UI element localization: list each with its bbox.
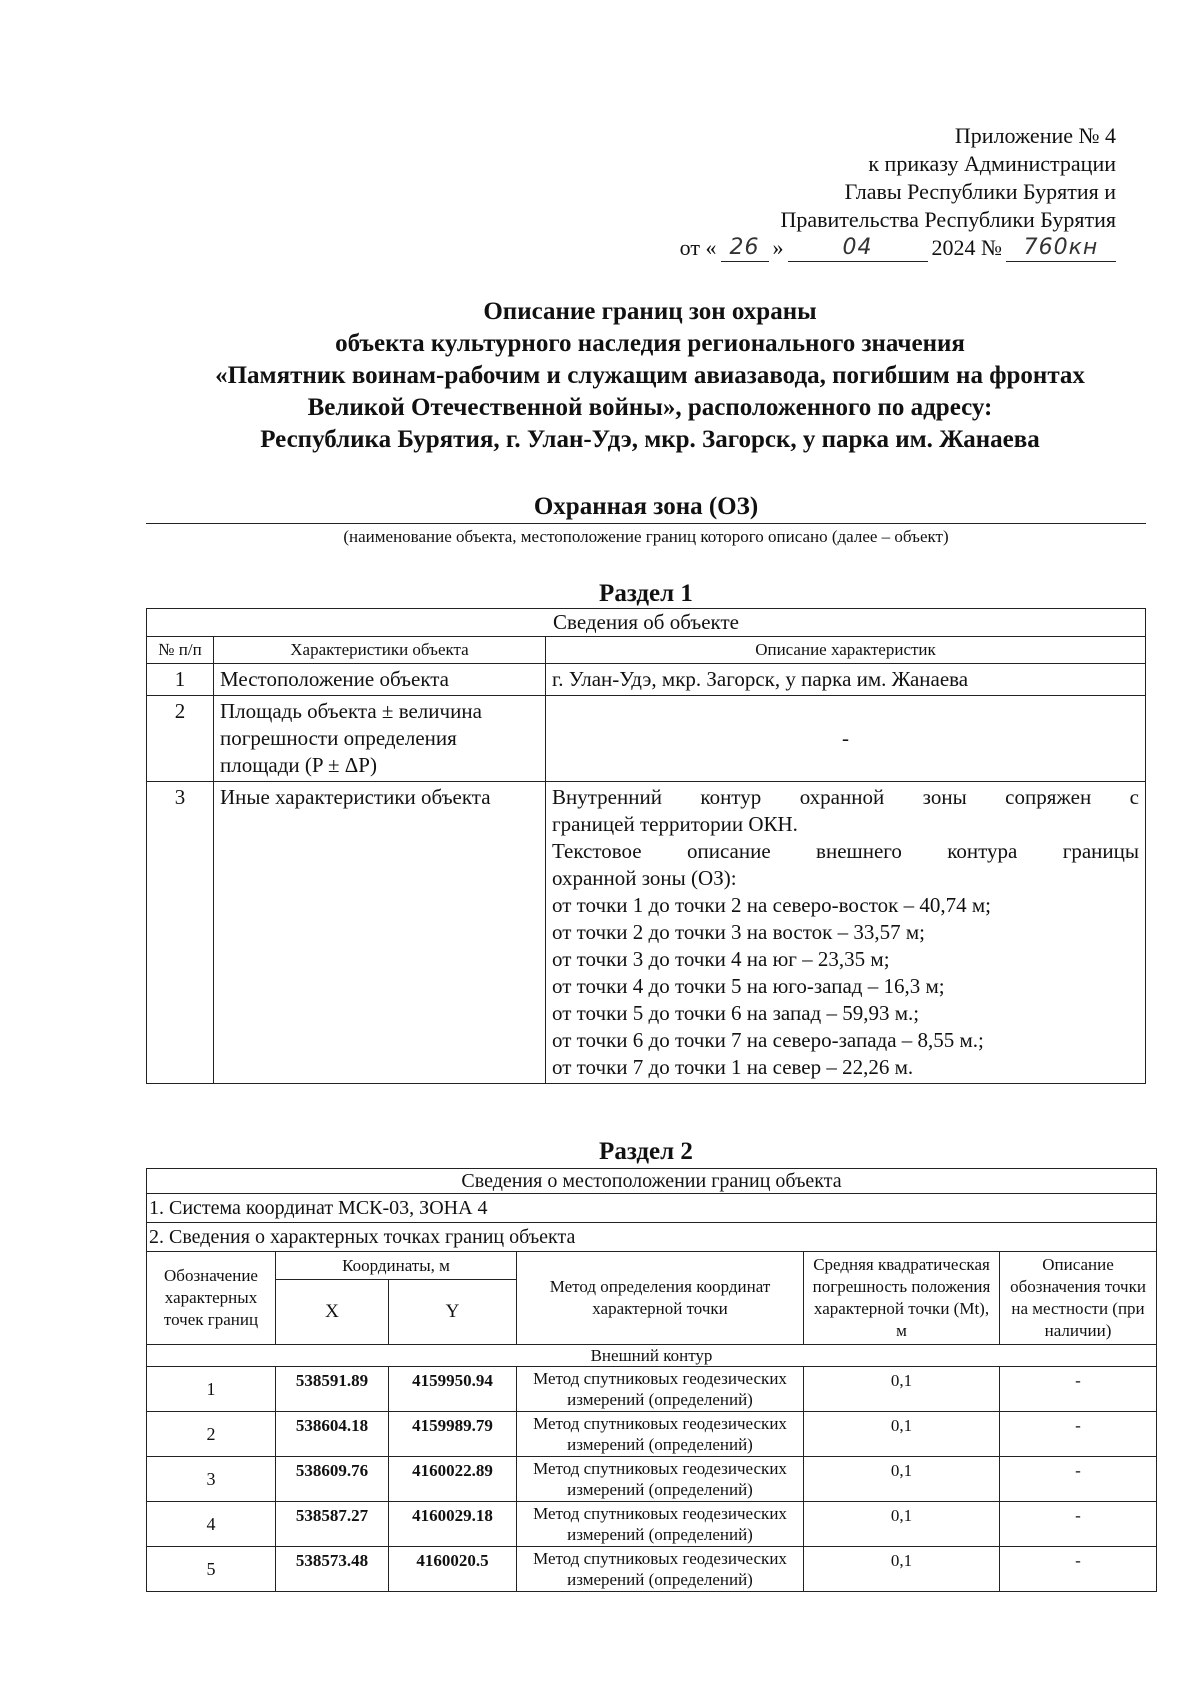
contour-label: Внешний контур [147,1345,1157,1367]
desc-line: Внутренний контур охранной зоны сопряжен с [552,785,1139,809]
point-x: 538573.48 [276,1547,389,1592]
from-prefix: от « [679,235,717,260]
point-mt: 0,1 [804,1412,1000,1457]
row-char: Площадь объекта ± величина погрешности определения площади (P ± ΔP) [214,696,546,782]
section1-table [146,608,1146,1084]
table-row [147,1367,1157,1412]
table-row [147,1502,1157,1547]
point-mt: 0,1 [804,1367,1000,1412]
table-row [147,1547,1157,1592]
point-id: 5 [147,1547,276,1592]
col-header-point: Обозначение характерных точек границ [147,1252,276,1345]
row-num: 3 [147,782,214,1084]
point-method: Метод спутниковых геодезических измерений (определений) [517,1412,804,1457]
point-method: Метод спутниковых геодезических измерений (определений) [517,1547,804,1592]
row-num: 1 [147,664,214,696]
zone-title-block [146,492,1146,548]
row-desc [546,782,1146,1084]
point-x: 538591.89 [276,1367,389,1412]
table-row [147,782,1146,1084]
appendix-header [596,122,1116,262]
row-num: 2 [147,696,214,782]
desc-line: от точки 6 до точки 7 на северо-запада – 8,55 м.; [552,1028,984,1052]
order-date-line [596,234,1116,262]
point-x: 538604.18 [276,1412,389,1457]
zone-name: Охранная зона (ОЗ) [146,492,1146,524]
col-header-desc: Описание обозначения точки на местности (при наличии) [1000,1252,1157,1345]
point-desc: - [1000,1367,1157,1412]
point-id: 2 [147,1412,276,1457]
row-desc: г. Улан-Удэ, мкр. Загорск, у парка им. Жанаева [546,664,1146,696]
point-y: 4160020.5 [389,1547,517,1592]
document-title [140,296,1160,456]
point-id: 3 [147,1457,276,1502]
day-close: » [772,235,784,260]
desc-line: от точки 5 до точки 6 на запад – 59,93 м.; [552,1001,920,1025]
col-header-method: Метод определения координат характерной точки [517,1252,804,1345]
table-row [147,1412,1157,1457]
title-line-1: Описание границ зон охраны [483,298,817,325]
to-order-line: к приказу Администрации [868,151,1116,176]
point-desc: - [1000,1457,1157,1502]
table-row [147,696,1146,782]
col-header-num: № п/п [147,637,214,664]
coord-system: 1. Система координат МСК-03, ЗОНА 4 [147,1194,1157,1223]
section1-table-title: Сведения об объекте [147,609,1146,637]
desc-line: охранной зоны (ОЗ): [552,866,737,890]
row-desc: - [546,696,1146,782]
col-header-x: X [276,1280,389,1345]
title-line-3: «Памятник воинам-рабочим и служащим авиазавода, погибшим на фронтах [215,362,1085,389]
desc-line: от точки 1 до точки 2 на северо-восток – 40,74 м; [552,893,991,917]
title-line-5: Республика Бурятия, г. Улан-Удэ, мкр. Загорск, у парка им. Жанаева [260,426,1040,453]
point-x: 538609.76 [276,1457,389,1502]
head-of-line: Главы Республики Бурятия и [844,179,1116,204]
point-y: 4159989.79 [389,1412,517,1457]
row-char: Иные характеристики объекта [214,782,546,1084]
col-header-desc: Описание характеристик [546,637,1146,664]
point-desc: - [1000,1547,1157,1592]
points-title: 2. Сведения о характерных точках границ объекта [147,1223,1157,1252]
col-header-mt: Средняя квадратическая погрешность положения характерной точки (Mt), м [804,1252,1000,1345]
government-line: Правительства Республики Бурятия [780,207,1116,232]
year-label: 2024 № [931,235,1002,260]
handwritten-month: 04 [788,237,928,262]
handwritten-day: 26 [721,237,769,262]
table-row [147,1457,1157,1502]
point-mt: 0,1 [804,1547,1000,1592]
desc-line: от точки 3 до точки 4 на юг – 23,35 м; [552,947,890,971]
title-line-2: объекта культурного наследия регионального значения [335,330,965,357]
point-y: 4159950.94 [389,1367,517,1412]
point-desc: - [1000,1412,1157,1457]
zone-caption: (наименование объекта, местоположение границ которого описано (далее – объект) [343,527,949,546]
point-y: 4160022.89 [389,1457,517,1502]
section1-heading: Раздел 1 [599,580,693,607]
point-mt: 0,1 [804,1502,1000,1547]
table-row [147,664,1146,696]
point-method: Метод спутниковых геодезических измерений (определений) [517,1457,804,1502]
desc-line: от точки 2 до точки 3 на восток – 33,57 м; [552,920,925,944]
point-id: 1 [147,1367,276,1412]
point-y: 4160029.18 [389,1502,517,1547]
desc-line: от точки 4 до точки 5 на юго-запад – 16,3 м; [552,974,945,998]
point-method: Метод спутниковых геодезических измерений (определений) [517,1502,804,1547]
point-mt: 0,1 [804,1457,1000,1502]
point-desc: - [1000,1502,1157,1547]
desc-line: от точки 7 до точки 1 на север – 22,26 м. [552,1055,914,1079]
desc-line: Текстовое описание внешнего контура границы [552,839,1139,863]
desc-line: границей территории ОКН. [552,812,798,836]
col-header-char: Характеристики объекта [214,637,546,664]
row-char: Местоположение объекта [214,664,546,696]
col-header-coords: Координаты, м [276,1252,517,1280]
handwritten-order-number: 760кн [1006,237,1116,262]
section2-table [146,1168,1157,1592]
col-header-y: Y [389,1280,517,1345]
appendix-number: Приложение № 4 [954,123,1116,148]
point-method: Метод спутниковых геодезических измерений (определений) [517,1367,804,1412]
section2-table-title: Сведения о местоположении границ объекта [147,1169,1157,1194]
section2-heading: Раздел 2 [599,1138,693,1165]
point-id: 4 [147,1502,276,1547]
title-line-4: Великой Отечественной войны», расположенного по адресу: [307,394,993,421]
point-x: 538587.27 [276,1502,389,1547]
